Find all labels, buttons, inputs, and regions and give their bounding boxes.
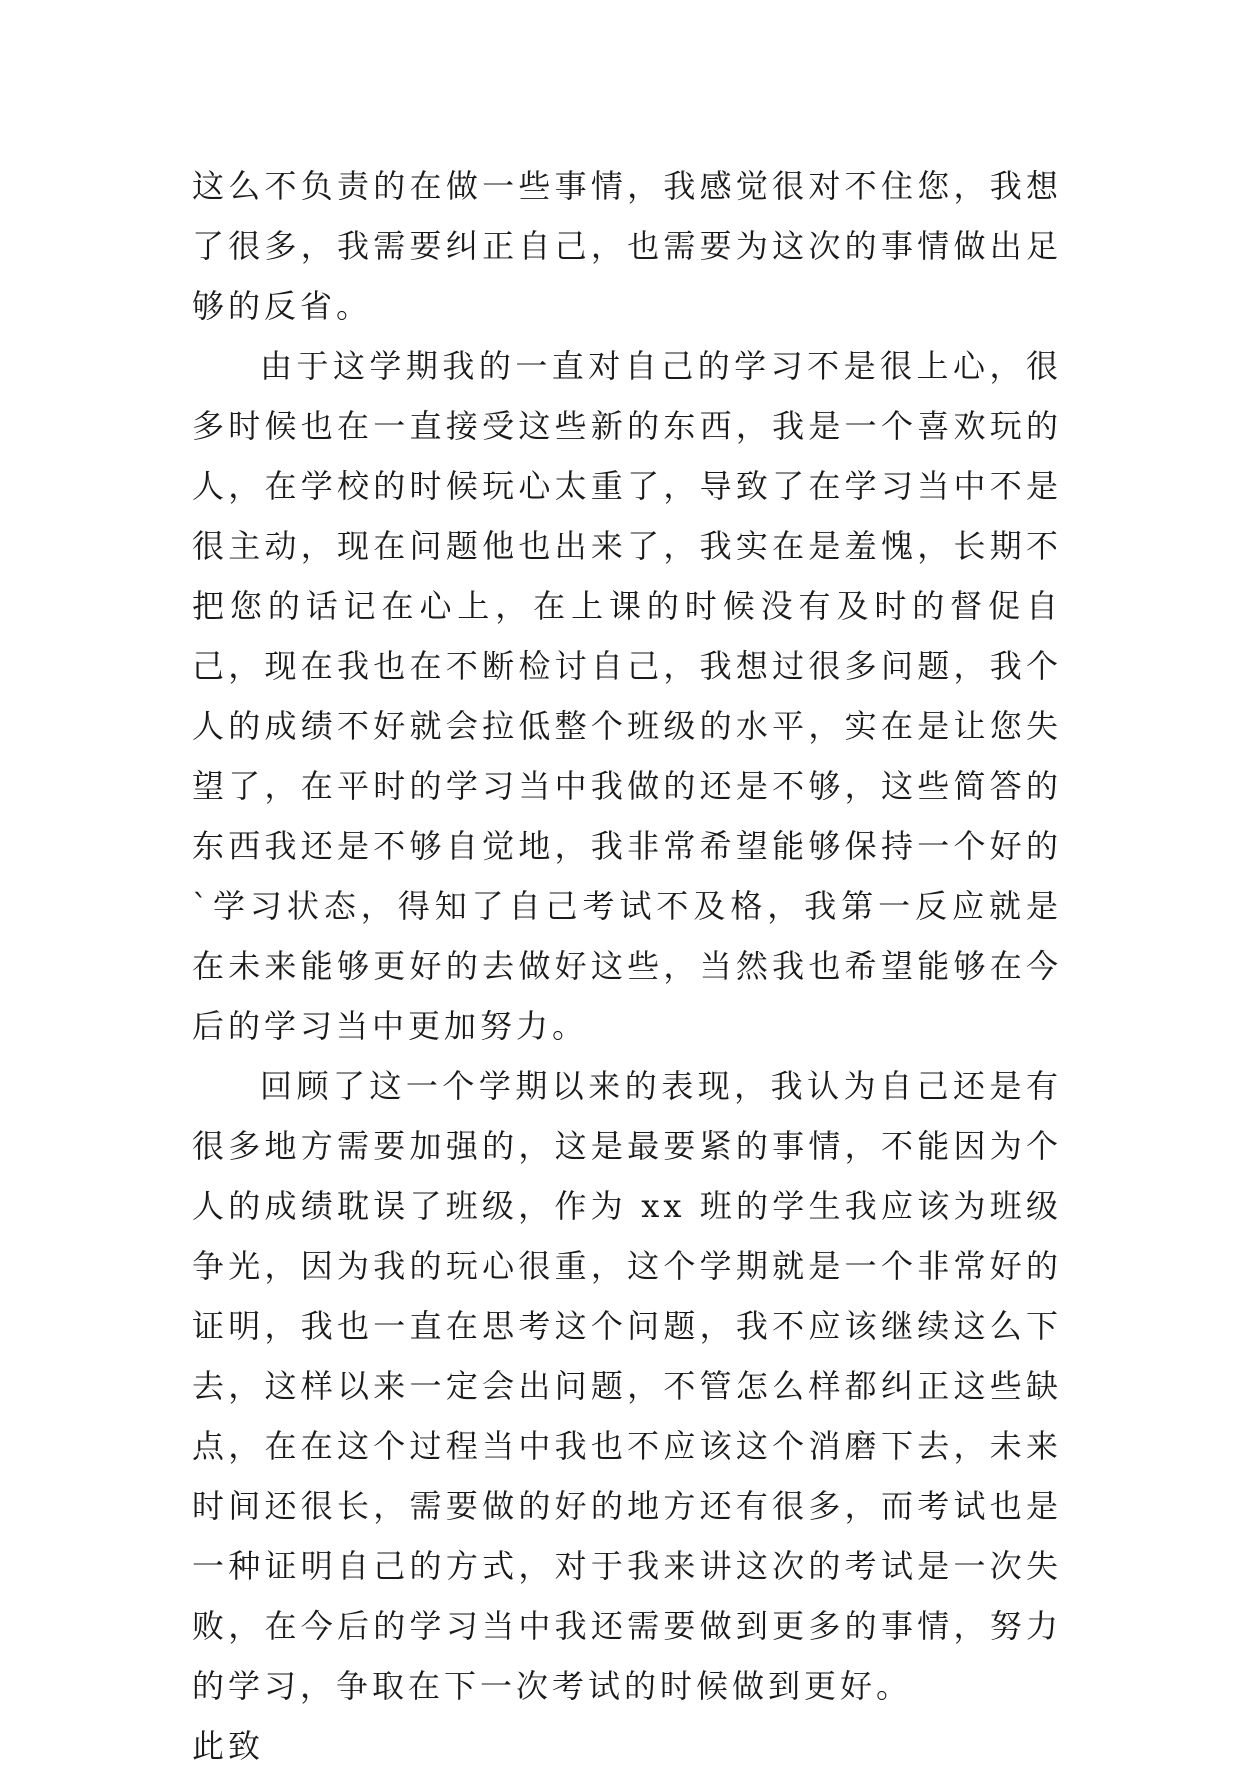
- closing-salutation: 此致: [192, 1727, 265, 1765]
- paragraph-continuation: 这么不负责的在做一些事情，我感觉很对不住您，我想了很多，我需要纠正自己，也需要为这次的事情做出足够的反省。: [192, 167, 1062, 325]
- document-body: [192, 156, 1062, 1776]
- paragraph-study-attitude: 由于这学期我的一直对自己的学习不是很上心，很多时候也在一直接受这些新的东西，我是一个喜欢玩的人，在学校的时候玩心太重了，导致了在学习当中不是很主动，现在问题他也出来了，我实在是羞愧，长期不把您的话记在心上，在上课的时候没有及时的督促自己，现在我也在不断检讨自己，我想过很多问题，我个人的成绩不好就会拉低整个班级的水平，实在是让您失望了，在平时的学习当中我做的还是不够，这些简答的东西我还是不够自觉地，我非常希望能够保持一个好的`学习状态，得知了自己考试不及格，我第一反应就是在未来能够更好的去做好这些，当然我也希望能够在今后的学习当中更加努力。: [192, 347, 1062, 1045]
- paragraph-semester-review: 回顾了这一个学期以来的表现，我认为自己还是有很多地方需要加强的，这是最要紧的事情，不能因为个人的成绩耽误了班级，作为 xx 班的学生我应该为班级争光，因为我的玩心很重，这个学期就是一个非常好的证明，我也一直在思考这个问题，我不应该继续这么下去，这样以来一定会出问题，不管怎么样都纠正这些缺点，在在这个过程当中我也不应该这个消磨下去，未来时间还很长，需要做的好的地方还有很多，而考试也是一种证明自己的方式，对于我来讲这次的考试是一次失败，在今后的学习当中我还需要做到更多的事情，努力的学习，争取在下一次考试的时候做到更好。: [192, 1067, 1062, 1705]
